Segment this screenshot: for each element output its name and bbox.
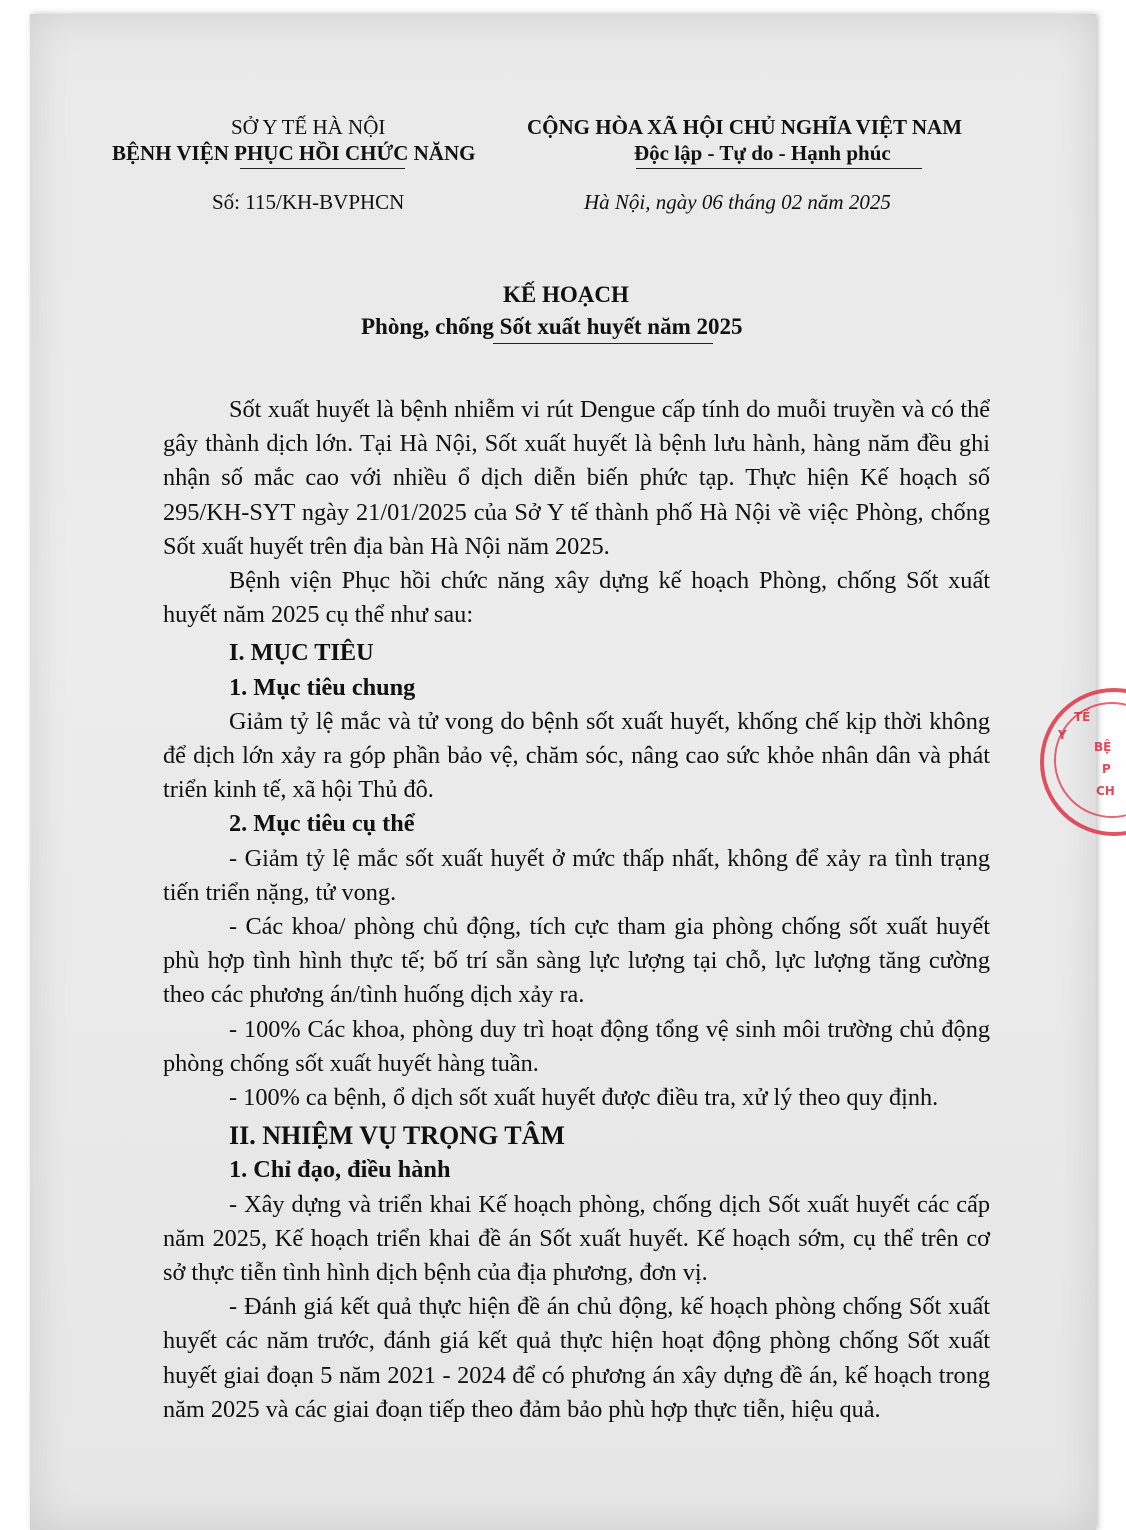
subtitle-underline xyxy=(493,343,713,344)
document-number: Số: 115/KH-BVPHCN xyxy=(212,190,405,214)
document-body xyxy=(163,393,990,1427)
section-2-heading: II. NHIỆM VỤ TRỌNG TÂM xyxy=(229,1121,565,1151)
objective-bullet-2: - Các khoa/ phòng chủ động, tích cực tham gia phòng chống sốt xuất huyết phù hợp tình hình thực tế; bố trí sẵn sàng lực lượng tại chỗ, lực lượng tăng cường theo các phương án/tình huống dịch xảy ra. xyxy=(163,913,990,1009)
section-2-1-heading: 1. Chỉ đạo, điều hành xyxy=(229,1156,451,1184)
section-1-1-heading: 1. Mục tiêu chung xyxy=(229,673,416,701)
document-title: KẾ HOẠCH xyxy=(503,282,629,307)
document-date: Hà Nội, ngày 06 tháng 02 năm 2025 xyxy=(584,190,891,214)
issuer-organization: BỆNH VIỆN PHỤC HỒI CHỨC NĂNG xyxy=(112,141,476,165)
intro-paragraph-2: Bệnh viện Phục hồi chức năng xây dựng kế hoạch Phòng, chống Sốt xuất huyết năm 2025 cụ thể như sau: xyxy=(163,567,990,629)
section-1-1-text: Giảm tỷ lệ mắc và tử vong do bệnh sốt xuất huyết, khống chế kịp thời không để dịch lớn xảy ra góp phần bảo vệ, chăm sóc, nâng cao sức khỏe nhân dân và phát triển kinh tế, xã hội Thủ đô. xyxy=(163,707,990,804)
section-1-2-heading: 2. Mục tiêu cụ thể xyxy=(229,810,415,838)
issuer-authority: SỞ Y TẾ HÀ NỘI xyxy=(231,115,386,139)
intro-paragraph-1: Sốt xuất huyết là bệnh nhiễm vi rút Dengue cấp tính do muỗi truyền và có thể gây thành dịch lớn. Tại Hà Nội, Sốt xuất huyết là bệnh lưu hành, hàng năm đều ghi nhận số mắc cao với nhiều ổ dịch diễn biến phức tạp. Thực hiện Kế hoạch số 295/KH-SYT ngày 21/01/2025 của Sở Y tế thành phố Hà Nội về việc Phòng, chống Sốt xuất huyết trên địa bàn Hà Nội năm 2025. xyxy=(163,396,990,560)
objective-bullet-1: - Giảm tỷ lệ mắc sốt xuất huyết ở mức thấp nhất, không để xảy ra tình trạng tiến triển nặng, tử vong. xyxy=(163,844,990,906)
objective-bullet-3: - 100% Các khoa, phòng duy trì hoạt động tổng vệ sinh môi trường chủ động phòng chống sốt xuất huyết hàng tuần. xyxy=(163,1015,990,1077)
national-motto: Độc lập - Tự do - Hạnh phúc xyxy=(634,141,891,165)
task-bullet-1: - Xây dựng và triển khai Kế hoạch phòng, chống dịch Sốt xuất huyết các cấp năm 2025, Kế hoạch triển khai đề án Sốt xuất huyết. Kế hoạch sớm, cụ thể trên cơ sở thực tiễn tình hình dịch bệnh của địa phương, đơn vị. xyxy=(163,1190,990,1287)
national-title: CỘNG HÒA XÃ HỘI CHỦ NGHĨA VIỆT NAM xyxy=(527,115,963,139)
section-1-heading: I. MỤC TIÊU xyxy=(229,639,374,667)
issuer-underline xyxy=(240,168,405,169)
objective-bullet-4: - 100% ca bệnh, ổ dịch sốt xuất huyết được điều tra, xử lý theo quy định. xyxy=(229,1084,939,1112)
motto-underline xyxy=(636,168,922,169)
official-seal-stamp: Y TẾ BỆ P CH xyxy=(1040,688,1126,836)
document-subtitle: Phòng, chống Sốt xuất huyết năm 2025 xyxy=(361,314,743,339)
task-bullet-2: - Đánh giá kết quả thực hiện đề án chủ động, kế hoạch phòng chống Sốt xuất huyết các năm trước, đánh giá kết quả thực hiện hoạt động phòng chống Sốt xuất huyết giai đoạn 5 năm 2021 - 2024 để có phương án xây dựng đề án, kế hoạch trong năm 2025 và các giai đoạn tiếp theo đảm bảo phù hợp thực tiễn, hiệu quả. xyxy=(163,1293,990,1423)
